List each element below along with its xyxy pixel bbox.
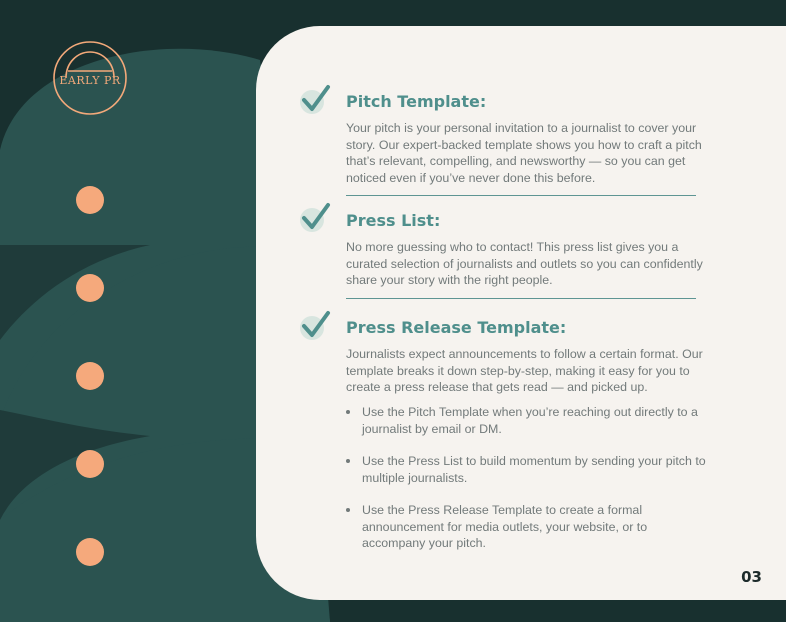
section-heading: Press Release Template: xyxy=(346,318,567,337)
section-body: Journalists expect announcements to follow a certain format. Our template breaks it down step-by-step, making it easy for you to create a press release that gets read — and picked up. xyxy=(346,347,703,394)
bullet-item: Use the Press List to build momentum by sending your pitch to multiple journalists. xyxy=(346,453,706,486)
logo xyxy=(52,40,128,116)
usage-bullet-list xyxy=(346,404,706,568)
logo-text: EARLY PR xyxy=(59,74,121,87)
section-press-list xyxy=(346,211,706,289)
section-divider xyxy=(346,298,696,299)
decorative-dot-4 xyxy=(76,450,104,478)
decorative-dot-1 xyxy=(76,186,104,214)
section-press-release-template xyxy=(346,318,706,396)
checkmark-icon xyxy=(298,200,332,234)
section-heading: Press List: xyxy=(346,211,441,230)
bullet-item: Use the Press Release Template to create a formal announcement for media outlets, your website, or to accompany your pitch. xyxy=(346,502,706,552)
decorative-dot-3 xyxy=(76,362,104,390)
section-heading: Pitch Template: xyxy=(346,92,487,111)
checkmark-icon xyxy=(298,308,332,342)
decorative-dot-2 xyxy=(76,274,104,302)
bullet-item: Use the Pitch Template when you’re reaching out directly to a journalist by email or DM. xyxy=(346,404,706,437)
section-body: Your pitch is your personal invitation to a journalist to cover your story. Our expert-backed template shows you how to craft a pitch that’s relevant, compelling, and newsworthy — so you can get noticed even if you’ve never done this before. xyxy=(346,121,702,185)
decorative-dot-5 xyxy=(76,538,104,566)
section-body: No more guessing who to contact! This press list gives you a curated selection of journalists and outlets so you can confidently share your story with the right people. xyxy=(346,240,703,287)
section-divider xyxy=(346,195,696,196)
page-number: 03 xyxy=(741,568,762,586)
section-pitch-template xyxy=(346,92,706,186)
checkmark-icon xyxy=(298,82,332,116)
